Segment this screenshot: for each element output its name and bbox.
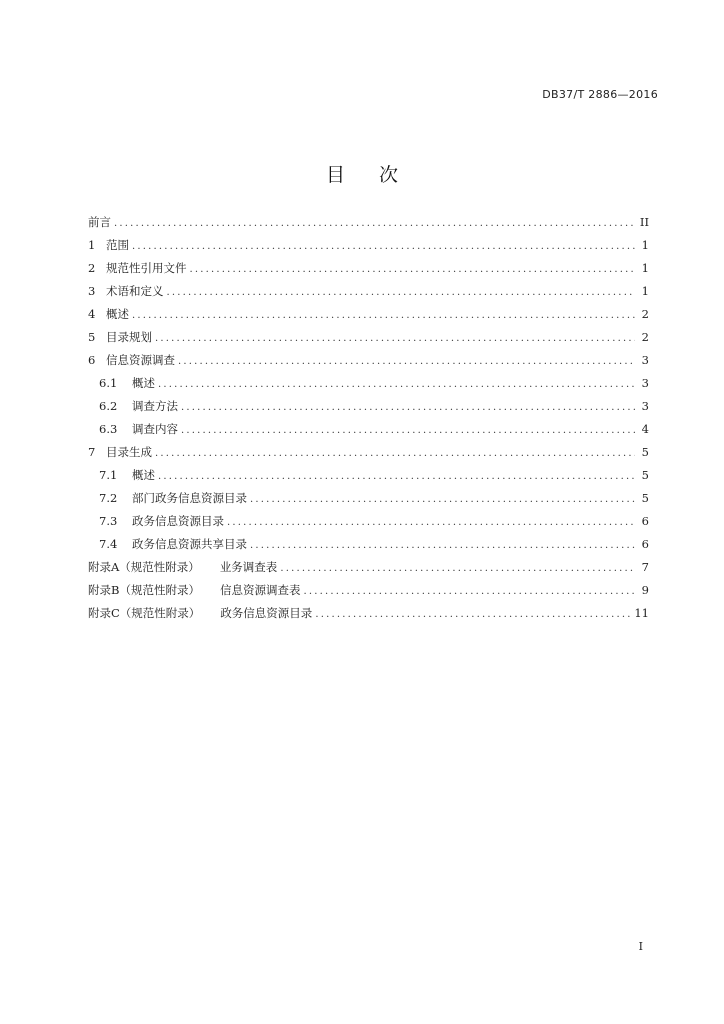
toc-entry-page: 2 <box>641 330 649 344</box>
toc-entry-page: 5 <box>641 491 649 505</box>
toc-entry-number: 7.3 <box>99 514 118 528</box>
toc-entry-page: 3 <box>641 376 649 390</box>
dot-leader <box>250 540 635 551</box>
toc-entry-page: 1 <box>641 284 649 298</box>
toc-entry-page: II <box>639 215 649 229</box>
dot-leader <box>250 494 635 505</box>
dot-leader <box>190 264 636 275</box>
toc-entry-page: 3 <box>641 353 649 367</box>
toc-entry-6-1[interactable] <box>88 375 649 398</box>
toc-entry-page: 1 <box>641 261 649 275</box>
dot-leader <box>114 218 635 229</box>
toc-entry-foreword[interactable] <box>88 214 649 237</box>
toc-entry-number: 7.2 <box>99 491 118 505</box>
toc-entry-normative-references[interactable] <box>88 260 649 283</box>
toc-entry-number: 1 <box>88 238 96 252</box>
toc-entry-catalog-planning[interactable] <box>88 329 649 352</box>
toc-entry-label: 调查内容 <box>132 422 178 436</box>
dot-leader <box>158 379 635 390</box>
toc-entry-terms[interactable] <box>88 283 649 306</box>
toc-entry-label: 附录B（规范性附录） <box>88 583 200 597</box>
toc-entry-number: 6.1 <box>99 376 118 390</box>
toc-entry-catalog-generation[interactable] <box>88 444 649 467</box>
dot-leader <box>303 586 635 597</box>
toc-entry-page: 3 <box>641 399 649 413</box>
toc-entry-overview[interactable] <box>88 306 649 329</box>
toc-entry-page: 5 <box>641 445 649 459</box>
toc-entry-page: 5 <box>641 468 649 482</box>
toc-entry-scope[interactable] <box>88 237 649 260</box>
toc-entry-number: 4 <box>88 307 96 321</box>
toc-entry-label: 术语和定义 <box>106 284 164 298</box>
toc-entry-number: 7.4 <box>99 537 118 551</box>
toc-entry-page: 9 <box>641 583 649 597</box>
toc-entry-number: 7 <box>88 445 96 459</box>
toc-entry-page: 6 <box>641 514 649 528</box>
toc-entry-6-3[interactable] <box>88 421 649 444</box>
dot-leader <box>315 609 630 620</box>
toc-entry-7-3[interactable] <box>88 513 649 536</box>
toc-entry-page: 1 <box>641 238 649 252</box>
toc-entry-label: 概述 <box>106 307 129 321</box>
toc-entry-label: 政务信息资源目录 <box>132 514 224 528</box>
toc-entry-number: 6.2 <box>99 399 118 413</box>
toc-entry-label: 信息资源调查 <box>106 353 175 367</box>
toc-entry-page: 7 <box>641 560 649 574</box>
dot-leader <box>155 333 635 344</box>
toc-entry-label: 概述 <box>132 376 155 390</box>
toc-entry-7-1[interactable] <box>88 467 649 490</box>
toc-entry-label: 目录规划 <box>106 330 152 344</box>
dot-leader <box>167 287 636 298</box>
dot-leader <box>227 517 635 528</box>
dot-leader <box>155 448 635 459</box>
toc-entry-label: 概述 <box>132 468 155 482</box>
toc-entry-annex-name: 信息资源调查表 <box>219 583 301 597</box>
toc-entry-number: 3 <box>88 284 96 298</box>
toc-entry-label: 规范性引用文件 <box>106 261 187 275</box>
dot-leader <box>158 471 635 482</box>
dot-leader <box>178 356 635 367</box>
dot-leader <box>181 425 635 436</box>
toc-entry-label: 附录C（规范性附录） <box>88 606 201 620</box>
toc-entry-annex-a[interactable] <box>88 559 649 582</box>
toc-entry-number: 6.3 <box>99 422 118 436</box>
table-of-contents <box>88 214 649 628</box>
dot-leader <box>132 310 635 321</box>
toc-entry-7-4[interactable] <box>88 536 649 559</box>
dot-leader <box>181 402 635 413</box>
toc-entry-annex-b[interactable] <box>88 582 649 605</box>
toc-entry-annex-name: 政务信息资源目录 <box>220 606 313 620</box>
toc-entry-number: 5 <box>88 330 96 344</box>
toc-entry-number: 6 <box>88 353 96 367</box>
toc-entry-page: 4 <box>641 422 649 436</box>
toc-entry-label: 部门政务信息资源目录 <box>132 491 247 505</box>
toc-entry-label: 调查方法 <box>132 399 178 413</box>
toc-entry-page: 2 <box>641 307 649 321</box>
toc-entry-7-2[interactable] <box>88 490 649 513</box>
toc-entry-number: 2 <box>88 261 96 275</box>
toc-entry-page: 6 <box>641 537 649 551</box>
toc-entry-resource-survey[interactable] <box>88 352 649 375</box>
toc-entry-label: 目录生成 <box>106 445 152 459</box>
page-number: I <box>638 940 643 953</box>
document-code: DB37/T 2886—2016 <box>542 88 658 101</box>
toc-entry-page: 11 <box>634 606 649 620</box>
toc-entry-6-2[interactable] <box>88 398 649 421</box>
toc-entry-label: 前言 <box>88 215 111 229</box>
dot-leader <box>280 563 635 574</box>
toc-entry-label: 政务信息资源共享目录 <box>132 537 247 551</box>
toc-entry-label: 附录A（规范性附录） <box>88 560 200 574</box>
toc-entry-number: 7.1 <box>99 468 118 482</box>
toc-entry-annex-c[interactable] <box>88 605 649 628</box>
toc-entry-annex-name: 业务调查表 <box>219 560 278 574</box>
toc-title: 目 次 <box>325 164 413 186</box>
toc-entry-label: 范围 <box>106 238 129 252</box>
dot-leader <box>132 241 635 252</box>
